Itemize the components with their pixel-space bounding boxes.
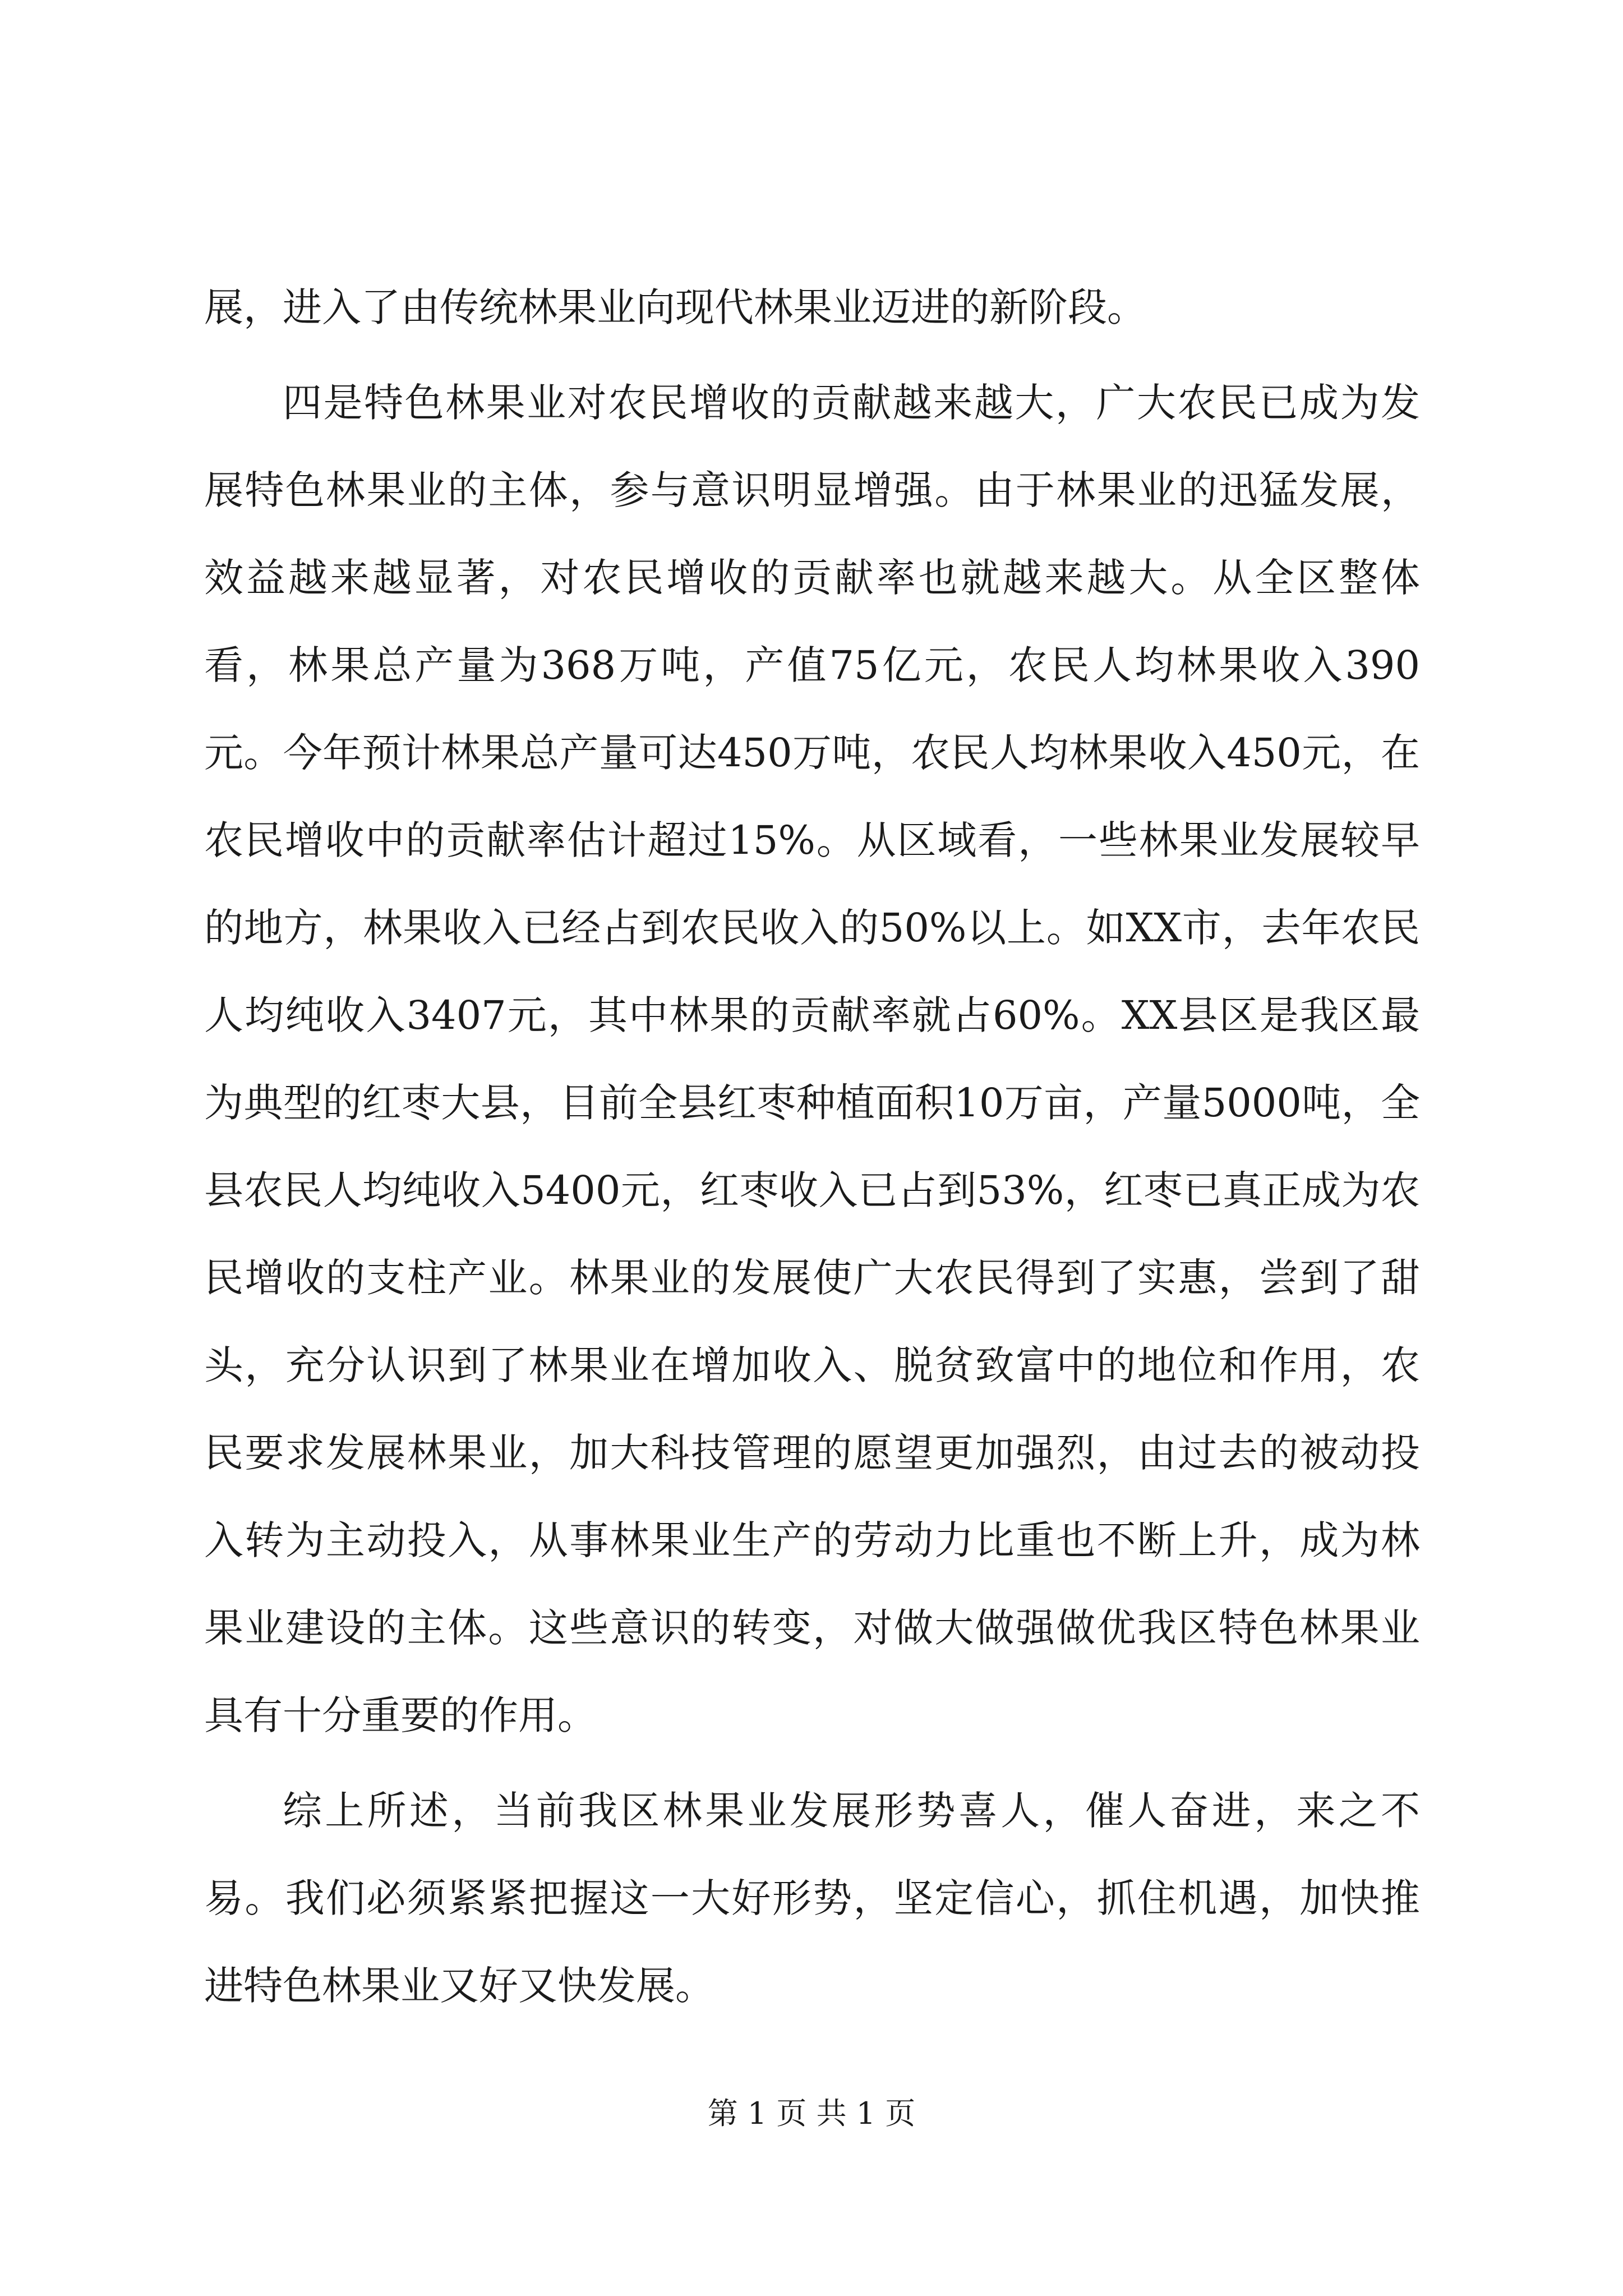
body-text — [204, 264, 1420, 2030]
paragraph-3: 综上所述，当前我区林果业发展形势喜人，催人奋进，来之不易。我们必须紧紧把握这一大好形势，坚定信心，抓住机遇，加快推进特色林果业又好又快发展。 — [204, 1788, 1420, 2009]
page-footer: 第 1 页 共 1 页 — [707, 2096, 916, 2131]
paragraph-2: 四是特色林果业对农民增收的贡献越来越大，广大农民已成为发展特色林果业的主体，参与意识明显增强。由于林果业的迅猛发展，效益越来越显著，对农民增收的贡献率也就越来越大。从全区整体看，林果总产量为368万吨，产值75亿元，农民人均林果收入390元。今年预计林果总产量可达450万吨，农民人均林果收入450元，在农民增收中的贡献率估计超过15%。从区域看，一些林果业发展较早的地方，林果收入已经占到农民收入的50%以上。如XX市，去年农民人均纯收入3407元，其中林果的贡献率就占60%。XX县区是我区最为典型的红枣大县，目前全县红枣种植面积10万亩，产量5000吨，全县农民人均纯收入5400元，红枣收入已占到53%，红枣已真正成为农民增收的支柱产业。林果业的发展使广大农民得到了实惠，尝到了甜头，充分认识到了林果业在增加收入、脱贫致富中的地位和作用，农民要求发展林果业，加大科技管理的愿望更加强烈，由过去的被动投入转为主动投入，从事林果业生产的劳动力比重也不断上升，成为林果业建设的主体。这些意识的转变，对做大做强做优我区特色林果业具有十分重要的作用。 — [204, 380, 1420, 1738]
paragraph-1: 展，进入了由传统林果业向现代林果业迈进的新阶段。 — [204, 284, 1146, 330]
